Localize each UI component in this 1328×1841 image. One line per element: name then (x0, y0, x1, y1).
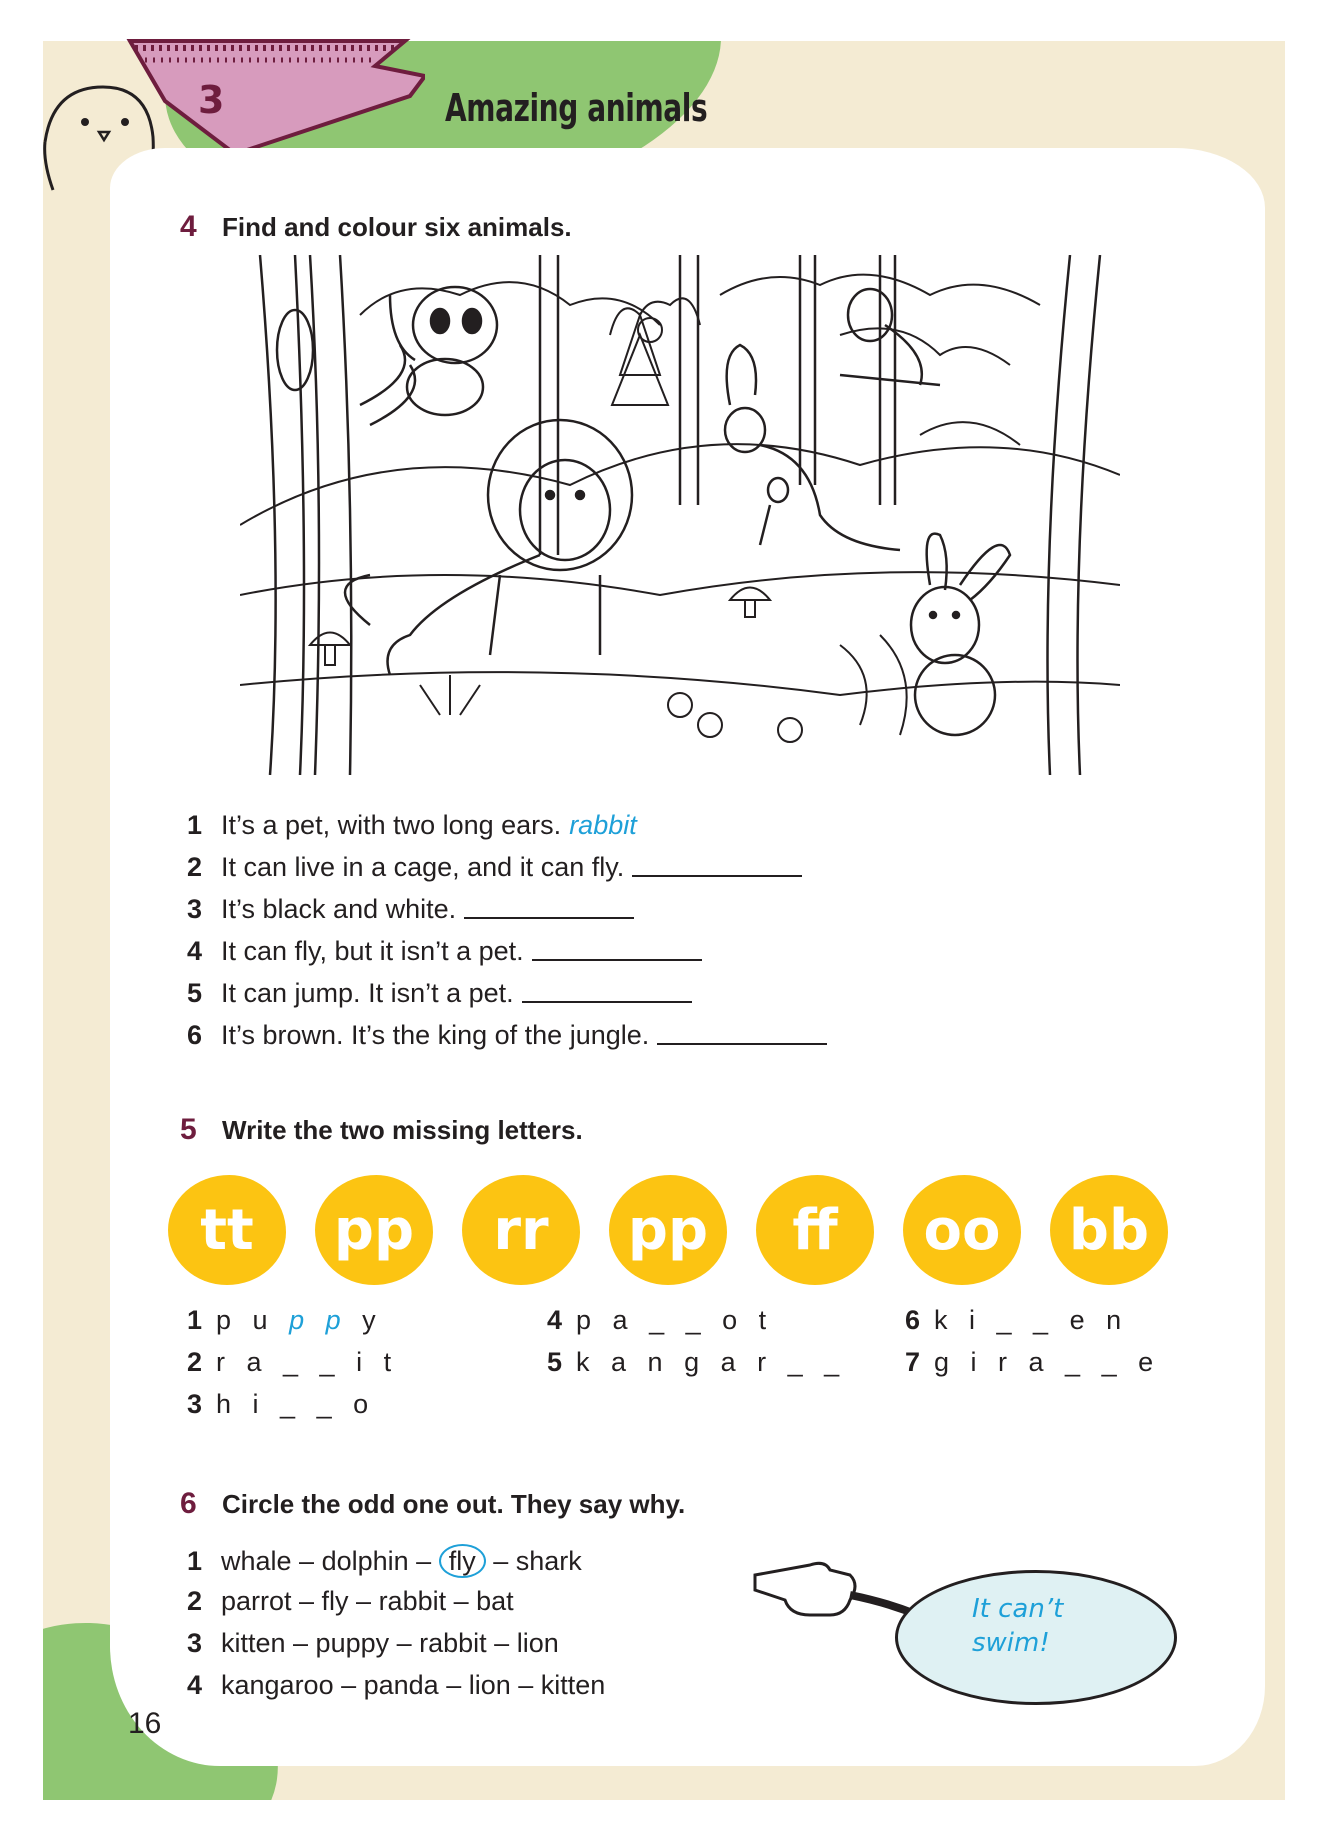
list-item (187, 852, 802, 883)
list-item[interactable] (187, 1670, 605, 1701)
item-number: 5 (547, 1347, 563, 1377)
list-item (187, 1544, 582, 1578)
exercise-number: 4 (180, 210, 197, 243)
item-text: kitten – puppy – rabbit – lion (221, 1628, 559, 1658)
item-number: 6 (187, 1020, 203, 1050)
exercise-instruction: Circle the odd one out. They say why. (222, 1489, 686, 1519)
item-number: 2 (187, 1586, 203, 1616)
list-item (187, 936, 702, 967)
item-number: 2 (187, 1347, 203, 1377)
word-text: h i _ _ o (216, 1389, 376, 1419)
letter-pair: tt (168, 1175, 286, 1285)
letter-pair: rr (462, 1175, 580, 1285)
exercise-number: 5 (180, 1113, 197, 1146)
list-item (187, 894, 634, 925)
circled-answer: fly (439, 1544, 486, 1578)
unit-title: Amazing animals (445, 86, 708, 130)
list-item (187, 978, 692, 1009)
item-number: 1 (187, 810, 203, 840)
list-item[interactable] (187, 1586, 514, 1617)
jungle-scene-illustration (240, 255, 1120, 775)
word-text: g i r a _ _ e (934, 1347, 1161, 1377)
list-item (187, 810, 637, 841)
item-text: It can fly, but it isn’t a pet. (221, 936, 524, 966)
item-text: parrot – fly – rabbit – bat (221, 1586, 514, 1616)
item-text: It’s black and white. (221, 894, 457, 924)
answer-blank[interactable] (464, 917, 634, 919)
item-text: It can jump. It isn’t a pet. (221, 978, 514, 1008)
letter-pair-row (168, 1175, 1178, 1285)
word-item[interactable] (905, 1347, 1160, 1378)
word-end: y (347, 1305, 383, 1335)
item-text: kangaroo – panda – lion – kitten (221, 1670, 606, 1700)
word-item[interactable] (905, 1305, 1128, 1336)
letter-pair: pp (315, 1175, 433, 1285)
word-item[interactable] (187, 1347, 398, 1378)
item-number: 1 (187, 1546, 203, 1576)
item-text: whale – dolphin – (221, 1546, 432, 1576)
answer-blank[interactable] (522, 1001, 692, 1003)
item-number: 3 (187, 1628, 203, 1658)
item-number: 6 (905, 1305, 921, 1335)
speech-bubble-text: It can’t swim! (972, 1594, 1064, 1658)
page-number: 16 (128, 1707, 162, 1740)
letter-pair: pp (609, 1175, 727, 1285)
answer-blank[interactable] (657, 1043, 827, 1045)
item-number: 1 (187, 1305, 203, 1335)
item-text: It’s a pet, with two long ears. (221, 810, 562, 840)
unit-number: 3 (198, 78, 225, 122)
word-fill: p p (289, 1305, 348, 1335)
exercise-number: 6 (180, 1487, 197, 1520)
exercise-instruction: Find and colour six animals. (222, 212, 572, 242)
word-text: k a n g a r _ _ (576, 1347, 847, 1377)
word-start: p u (216, 1305, 290, 1335)
word-item[interactable] (547, 1347, 846, 1378)
item-number: 4 (187, 936, 203, 966)
item-number: 5 (187, 978, 203, 1008)
letter-pair: oo (903, 1175, 1021, 1285)
item-text-end: – shark (493, 1546, 582, 1576)
item-number: 4 (187, 1670, 203, 1700)
list-item[interactable] (187, 1628, 559, 1659)
word-text: r a _ _ i t (216, 1347, 399, 1377)
list-item (187, 1020, 827, 1051)
answer-blank[interactable] (532, 959, 702, 961)
word-item (187, 1305, 383, 1336)
unit-tab (125, 36, 425, 156)
item-text: It can live in a cage, and it can fly. (221, 852, 625, 882)
item-number: 4 (547, 1305, 563, 1335)
letter-pair: bb (1050, 1175, 1168, 1285)
word-text: k i _ _ e n (934, 1305, 1129, 1335)
word-item[interactable] (187, 1389, 375, 1420)
item-number: 3 (187, 894, 203, 924)
word-item[interactable] (547, 1305, 773, 1336)
item-number: 2 (187, 852, 203, 882)
letter-pair: ff (756, 1175, 874, 1285)
exercise-instruction: Write the two missing letters. (222, 1115, 583, 1145)
item-number: 3 (187, 1389, 203, 1419)
item-text: It’s brown. It’s the king of the jungle. (221, 1020, 650, 1050)
answer-blank[interactable] (632, 875, 802, 877)
item-answer: rabbit (569, 810, 637, 840)
word-text: p a _ _ o t (576, 1305, 774, 1335)
item-number: 7 (905, 1347, 921, 1377)
